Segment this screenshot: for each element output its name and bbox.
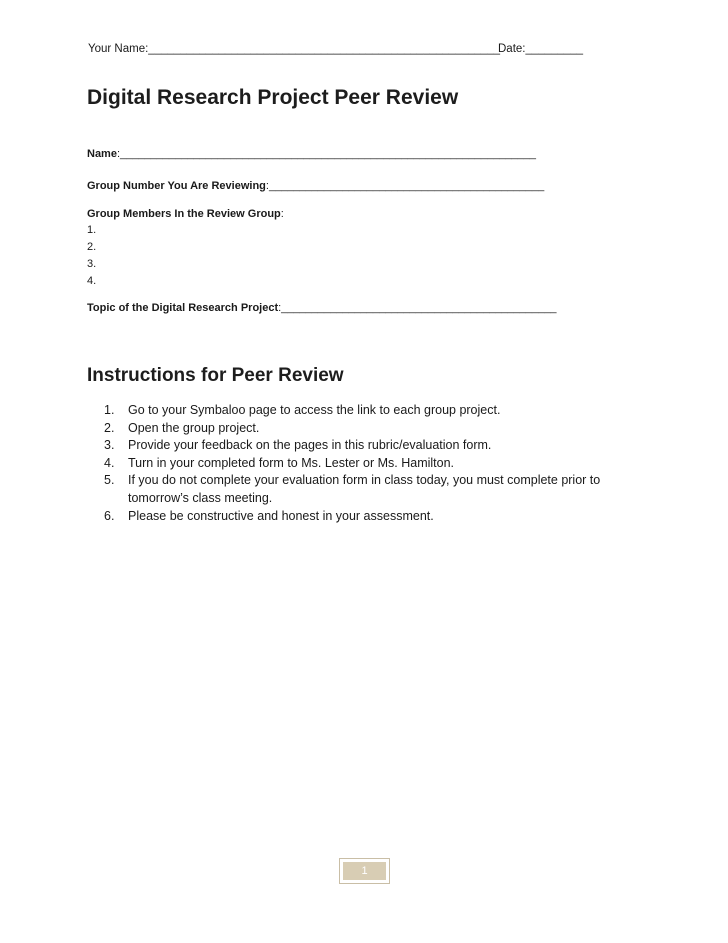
step-number: 3. [104,438,115,453]
member-slot-list [87,222,96,290]
member-slot: 2. [87,241,97,253]
your-name-field: Your Name:_______________________________________________________ [88,43,501,55]
group-members-colon: : [280,208,284,220]
step-text: Provide your feedback on the pages in this rubric/evaluation form. [128,438,492,453]
step-number: 4. [104,455,115,470]
step-number: 1. [104,403,115,417]
step-text: Go to your Symbaloo page to access the link to each group project. [128,403,501,417]
name-label: Name [87,148,117,160]
step-text: If you do not complete your evaluation form in class today, you must complete prior to tomorrow’s class meeting. [128,473,601,505]
page-number: 1 [343,862,386,880]
group-members-label: Group Members In the Review Group [87,208,281,220]
instruction-step [104,455,664,473]
member-slot: 1. [87,224,97,236]
date-field: Date:_________ [498,43,584,55]
group-number-label: Group Number You Are Reviewing [87,180,266,192]
instructions-list [104,402,664,525]
name-field [87,148,536,160]
step-number: 6. [104,508,115,523]
step-number: 5. [104,473,115,488]
topic-label: Topic of the Digital Research Project [87,302,279,314]
topic-blank: :_____________________________________________ [278,302,557,314]
instruction-step [104,508,664,526]
page-title: Digital Research Project Peer Review [87,86,459,109]
page-number-badge [339,858,390,884]
member-slot: 4. [87,275,97,287]
instruction-step [104,437,664,455]
step-text: Please be constructive and honest in your assessment. [128,508,434,523]
topic-field [87,302,556,314]
instruction-step [104,472,664,507]
group-number-field [87,180,544,192]
instructions-heading: Instructions for Peer Review [87,365,344,386]
step-text: Open the group project. [128,420,260,435]
step-text: Turn in your completed form to Ms. Lester or Ms. Hamilton. [128,455,455,470]
member-slot: 3. [87,258,97,270]
group-number-blank: :_____________________________________________ [265,180,545,192]
group-members-field [87,208,284,220]
instruction-step [104,420,664,438]
name-blank: :____________________________________________________________________ [116,148,537,160]
instruction-step [104,402,664,420]
step-number: 2. [104,420,115,435]
